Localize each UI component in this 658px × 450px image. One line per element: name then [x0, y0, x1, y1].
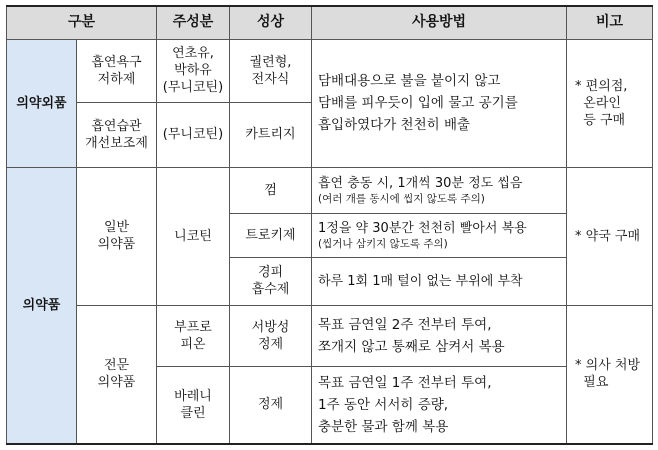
- header-ingredient: 주성분: [157, 6, 230, 39]
- method-cell: [312, 39, 567, 167]
- method-cell: 하루 1회 1매 털이 없는 부위에 부착: [312, 257, 567, 305]
- ingredient-cell: 부프로 피온: [157, 305, 230, 366]
- header-method: 사용방법: [312, 6, 567, 39]
- form-cell: 서방성 정제: [230, 305, 312, 366]
- comparison-table: [6, 5, 653, 445]
- group-quasi-drug: 의약외품: [7, 39, 77, 167]
- table-row: [7, 39, 653, 102]
- form-cell: 정제: [230, 366, 312, 444]
- method-caution: (씹거나 삼키지 않도록 주의): [318, 237, 448, 250]
- header-note: 비고: [567, 6, 653, 39]
- method-text: 담배대용으로 불을 붙이지 않고 담배를 피우듯이 입에 물고 공기를 흡입하였다가 천천히 배출: [318, 73, 518, 133]
- header-category: 구분: [7, 6, 157, 39]
- header-row: [7, 6, 653, 39]
- method-cell: 목표 금연일 1주 전부터 투여, 1주 동안 서서히 증량, 충분한 물과 함께 복용: [312, 366, 567, 444]
- subcategory-cell: 흡연습관 개선보조제: [77, 102, 157, 167]
- note-cell: * 의사 처방 필요: [567, 305, 653, 444]
- method-cell: [312, 167, 567, 213]
- group-drug: 의약품: [7, 167, 77, 444]
- ingredient-cell: 니코틴: [157, 167, 230, 305]
- subcategory-cell: 일반 의약품: [77, 167, 157, 305]
- form-cell: 트로키제: [230, 213, 312, 257]
- table-row: [7, 305, 653, 366]
- form-cell: 껌: [230, 167, 312, 213]
- method-cell: [312, 213, 567, 257]
- ingredient-cell: 바레니 클린: [157, 366, 230, 444]
- note-cell: * 약국 구매: [567, 167, 653, 305]
- method-cell: 목표 금연일 2주 전부터 투여, 쪼개지 않고 통째로 삼켜서 복용: [312, 305, 567, 366]
- method-text: 1정을 약 30분간 천천히 빨아서 복용: [318, 220, 527, 236]
- method-caution: (여러 개를 동시에 씹지 않도록 주의): [318, 192, 485, 205]
- ingredient-cell: 연초유, 박하유 (무니코틴): [157, 39, 230, 102]
- form-cell: 경피 흡수제: [230, 257, 312, 305]
- form-cell: 궐련형, 전자식: [230, 39, 312, 102]
- subcategory-cell: 흡연욕구 저하제: [77, 39, 157, 102]
- method-text: 흡연 충동 시, 1개씩 30분 정도 씹음: [318, 175, 523, 191]
- note-cell: * 편의점, 온라인 등 구매: [567, 39, 653, 167]
- form-cell: 카트리지: [230, 102, 312, 167]
- ingredient-cell: (무니코틴): [157, 102, 230, 167]
- header-form: 성상: [230, 6, 312, 39]
- table-row: [7, 167, 653, 213]
- subcategory-cell: 전문 의약품: [77, 305, 157, 444]
